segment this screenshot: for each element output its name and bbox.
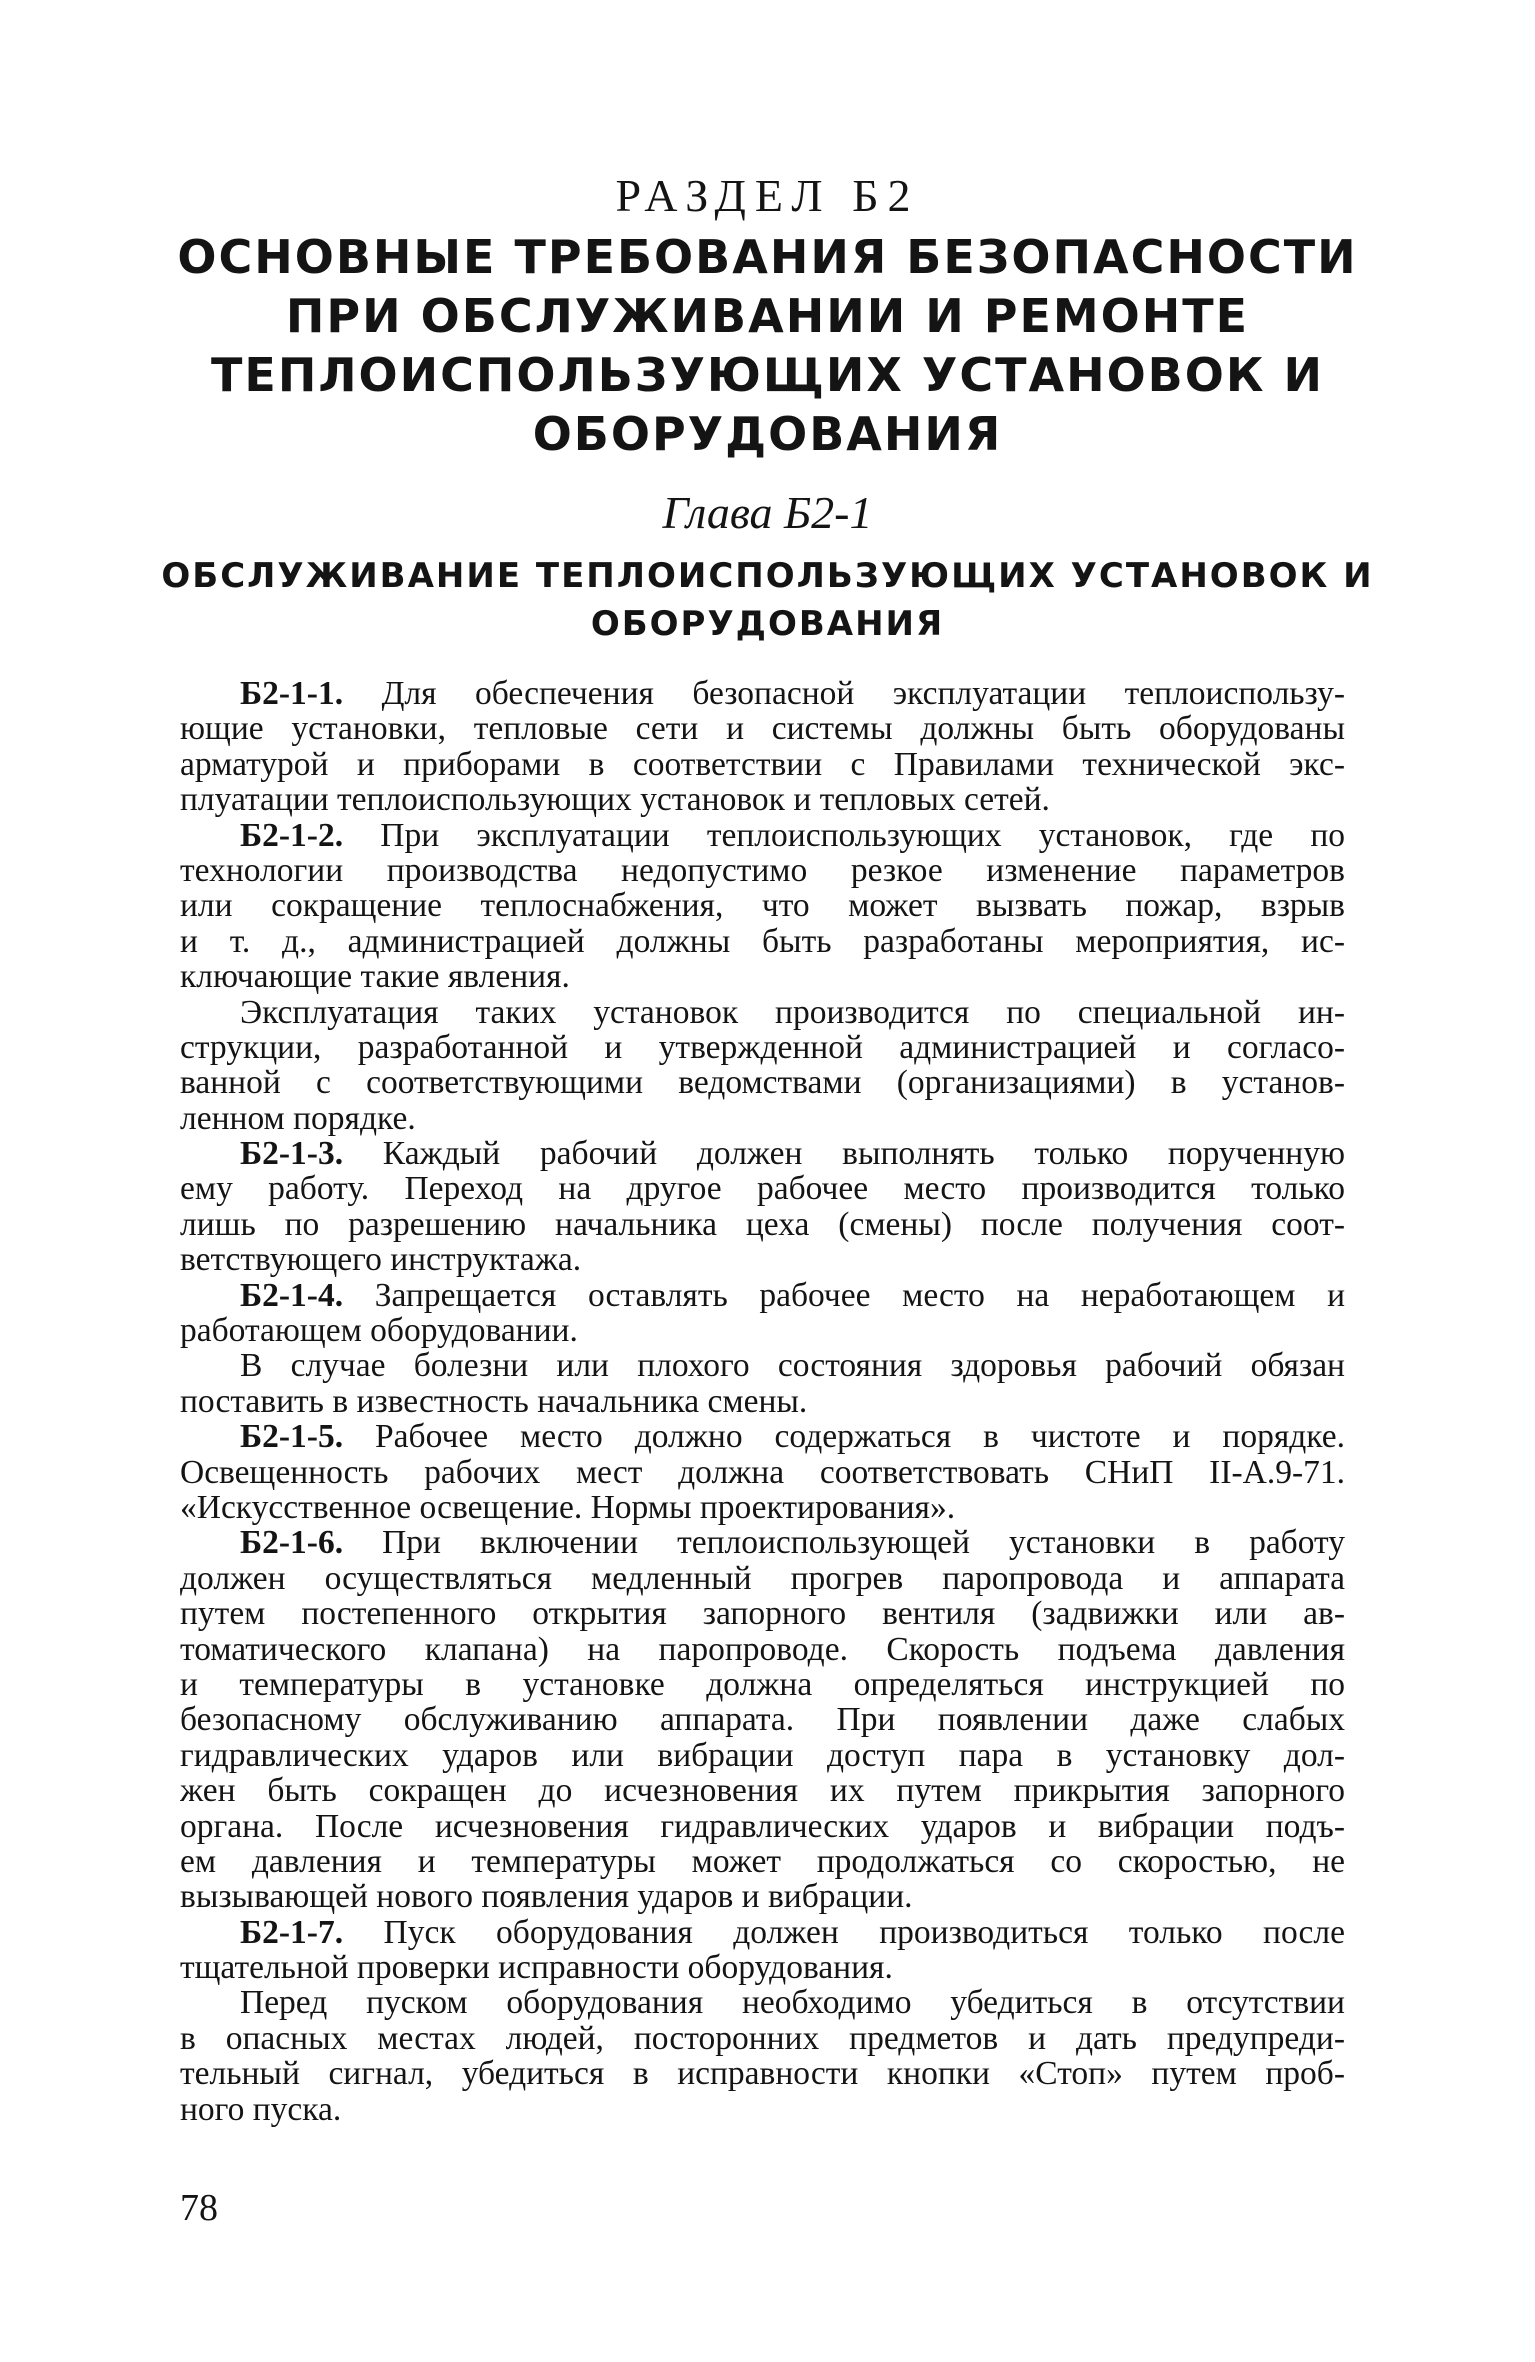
text-line: Б2-1-2. При эксплуатации теплоиспользующих установок, где по [240,817,1345,853]
text-line: «Искусственное освещение. Нормы проектирования». [180,1489,956,1526]
text-line: должен осуществляться медленный прогрев паропровода и аппарата [180,1560,1345,1597]
clause-number: Б2-1-5. [240,1419,344,1455]
text-line: Перед пуском оборудования необходимо убедиться в отсутствии [240,1985,1345,2021]
clause-number: Б2-1-6. [240,1525,344,1561]
clause-number: Б2-1-1. [240,676,344,712]
text-line: гидравлических ударов или вибрации доступ пара в установку дол- [180,1737,1345,1774]
text-line: Б2-1-7. Пуск оборудования должен производиться только после [240,1914,1345,1951]
text-line: ленном порядке. [180,1100,416,1137]
text-line: ем давления и температуры может продолжаться со скоростью, не [180,1843,1345,1880]
text-line: Б2-1-1. Для обеспечения безопасной эксплуатации теплоиспользу- [240,676,1345,712]
chapter-title: ОБСЛУЖИВАНИЕ ТЕПЛОИСПОЛЬЗУЮЩИХ УСТАНОВОК И ОБОРУДОВАНИЯ [161,556,1374,644]
text-line: Эксплуатация таких установок производится по специальной ин- [240,994,1345,1030]
text-line: вызывающей нового появления ударов и вибрации. [180,1879,913,1915]
text-line: ванной с соответствующими ведомствами (организациями) в установ- [180,1065,1345,1101]
text-line: безопасному обслуживанию аппарата. При появлении даже слабых [180,1702,1345,1738]
text-line: ющие установки, тепловые сети и системы должны быть оборудованы [180,711,1345,747]
text-line: жен быть сокращен до исчезновения их путем прикрытия запорного [180,1773,1345,1809]
text-line: тщательной проверки исправности оборудования. [180,1950,893,1986]
text-line: и т. д., администрацией должны быть разработаны мероприятия, ис- [180,923,1345,960]
chapter-label: Глава Б2-1 [662,487,873,538]
text-line: поставить в известность начальника смены. [180,1383,808,1420]
text-line: Б2-1-5. Рабочее место должно содержаться в чистоте и порядке. [240,1419,1345,1455]
text-line: лишь по разрешению начальника цеха (смены) после получения соот- [180,1206,1345,1243]
text-line: арматурой и приборами в соответствии с Правилами технической экс- [180,746,1345,783]
text-line: томатического клапана) на паропроводе. Скорость подъема давления [180,1631,1345,1667]
text-line: В случае болезни или плохого состояния здоровья рабочий обязан [240,1348,1345,1384]
text-line: плуатации теплоиспользующих установок и тепловых сетей. [180,782,1050,818]
text-line: Освещенность рабочих мест должна соответствовать СНиП II-А.9-71. [180,1454,1345,1490]
text-line: или сокращение теплоснабжения, что может вызвать пожар, взрыв [180,888,1345,924]
text-line: технологии производства недопустимо резкое изменение параметров [180,852,1345,889]
text-line: органа. После исчезновения гидравлических ударов и вибрации подъ- [180,1808,1345,1844]
text-line: ключающие такие явления. [180,959,570,995]
text-line: струкции, разработанной и утвержденной администрацией и согласо- [180,1029,1345,1066]
text-line: тельный сигнал, убедиться в исправности кнопки «Стоп» путем проб- [180,2056,1345,2092]
clause-number: Б2-1-2. [240,817,344,853]
text-line: Б2-1-6. При включении теплоиспользующей установки в работу [240,1525,1345,1561]
text-line: ветствующего инструктажа. [180,1242,582,1278]
clause-number: Б2-1-3. [240,1136,344,1172]
text-line: путем постепенного открытия запорного вентиля (задвижки или ав- [180,1596,1345,1632]
clause-number: Б2-1-7. [240,1914,344,1951]
text-line: ему работу. Переход на другое рабочее место производится только [180,1171,1345,1207]
text-line: Б2-1-3. Каждый рабочий должен выполнять только порученную [240,1136,1345,1172]
body-text [180,676,1345,2127]
text-line: и температуры в установке должна определяться инструкцией по [180,1666,1345,1703]
text-line: Б2-1-4. Запрещается оставлять рабочее место на неработающем и [240,1277,1345,1314]
text-line: в опасных местах людей, посторонних предметов и дать предупреди- [180,2020,1345,2057]
page-number: 78 [180,2187,218,2229]
section-label: РАЗДЕЛ Б2 [615,170,920,221]
section-title: ОСНОВНЫЕ ТРЕБОВАНИЯ БЕЗОПАСНОСТИ ПРИ ОБСЛУЖИВАНИИ И РЕМОНТЕ ТЕПЛОИСПОЛЬЗУЮЩИХ УСТАНОВОК И ОБОРУДОВАНИЯ [177,230,1358,461]
clause-number: Б2-1-4. [240,1277,344,1314]
text-line: работающем оборудовании. [180,1313,578,1349]
text-line: ного пуска. [180,2091,342,2128]
